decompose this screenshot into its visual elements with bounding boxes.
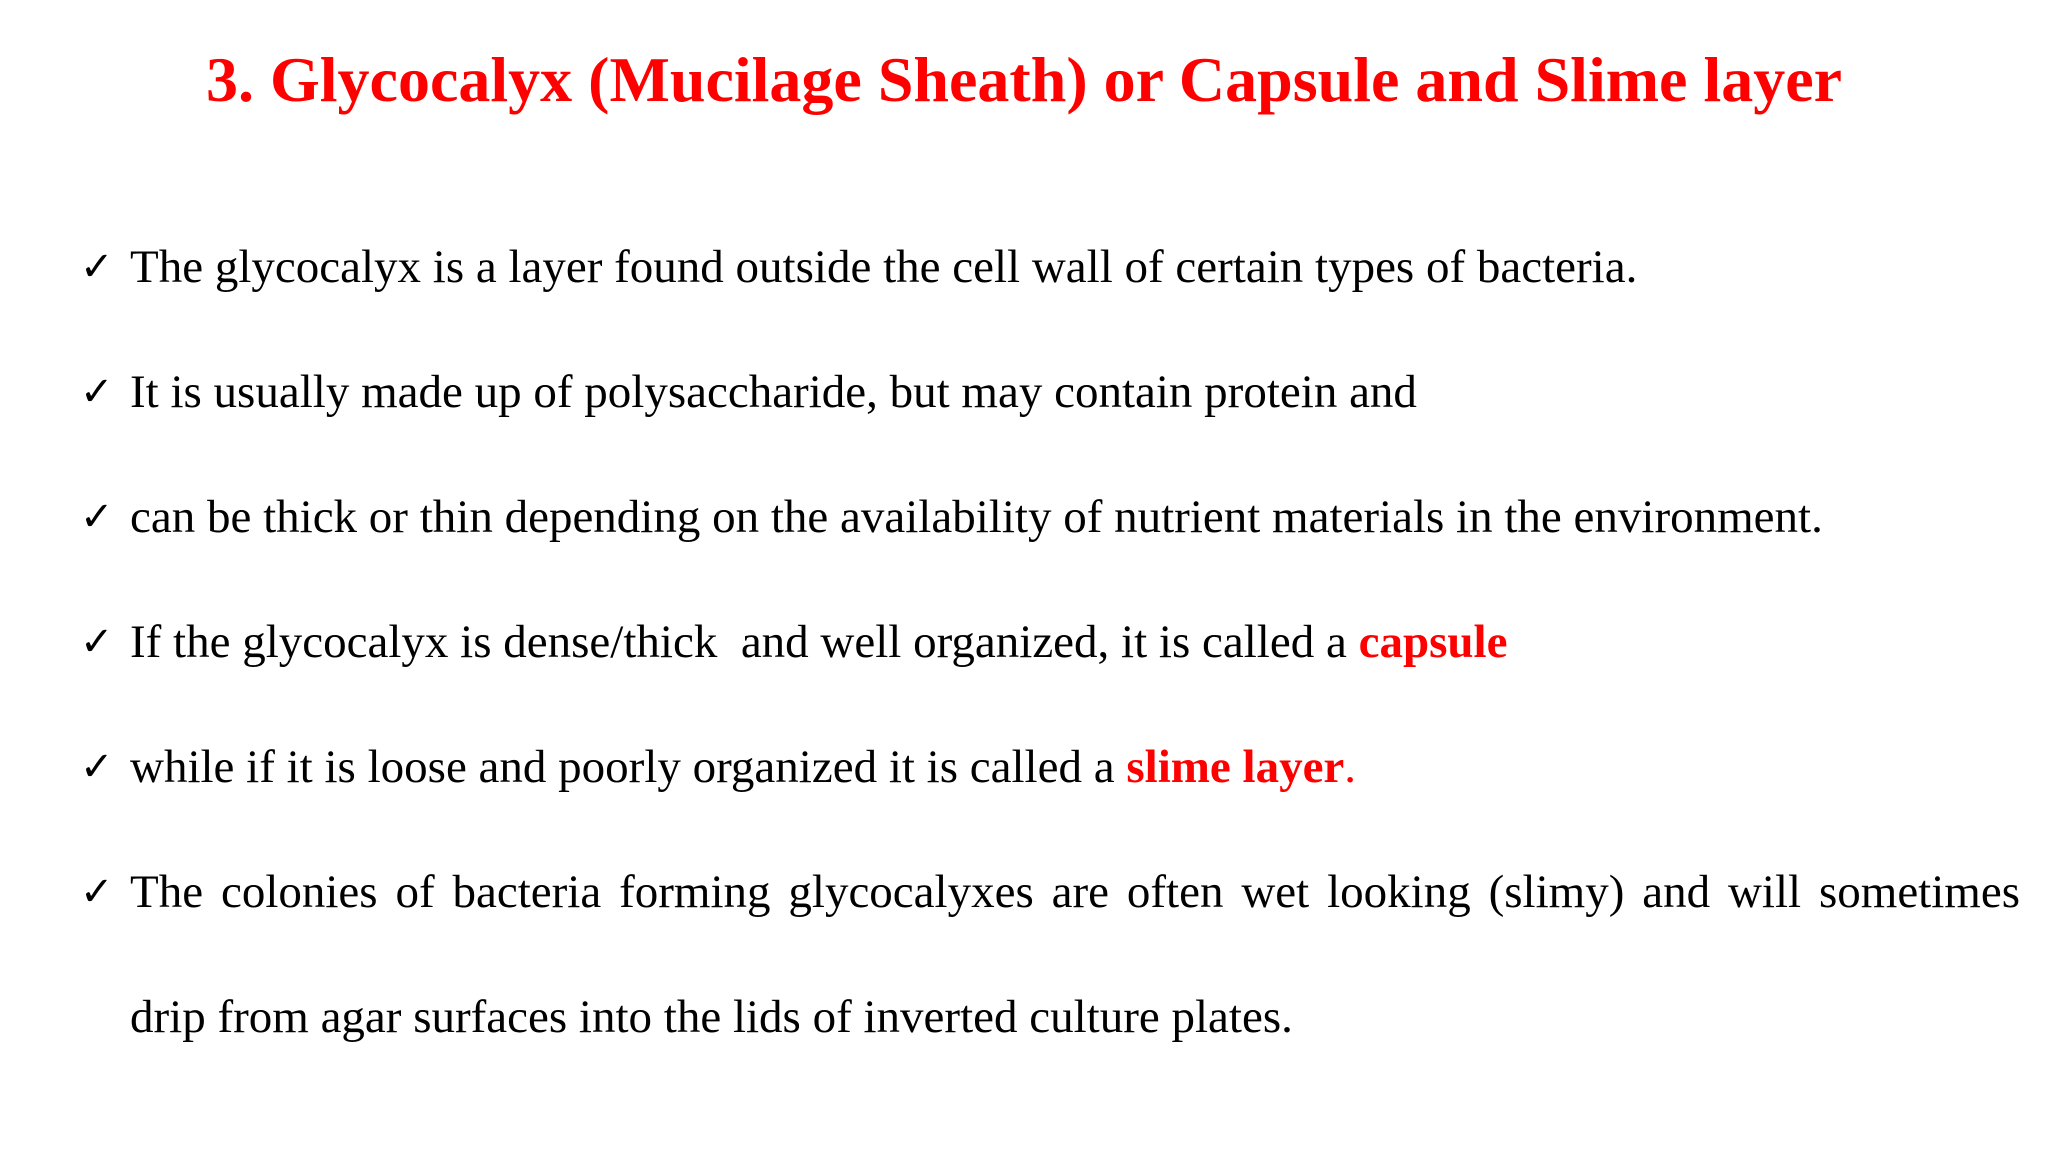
slide-title: 3. Glycocalyx (Mucilage Sheath) or Capsule and Slime layer	[205, 44, 1843, 115]
bullet-item	[80, 580, 2020, 705]
bullet-item	[80, 455, 2020, 580]
bullet-item	[80, 205, 2020, 330]
checkmark-icon: ✓	[80, 244, 114, 290]
checkmark-icon: ✓	[80, 619, 114, 665]
checkmark-icon: ✓	[80, 494, 114, 540]
bullet-item	[80, 830, 2020, 1080]
highlight-capsule: capsule	[1358, 616, 1508, 668]
bullet-text: If the glycocalyx is dense/thick and well organized, it is called a	[130, 616, 1359, 668]
checkmark-icon: ✓	[80, 369, 114, 415]
bullet-item	[80, 330, 2020, 455]
bullet-text: The colonies of bacteria forming glycocalyxes are often wet looking (slimy) and will sometimes drip from agar surfaces into the lids of inverted culture plates.	[130, 866, 2020, 1043]
checkmark-icon: ✓	[80, 744, 114, 790]
bullet-text: It is usually made up of polysaccharide, but may contain protein and	[130, 366, 1417, 418]
highlight-period: .	[1344, 741, 1357, 793]
bullet-list	[80, 205, 2020, 1080]
bullet-text: The glycocalyx is a layer found outside the cell wall of certain types of bacteria.	[130, 241, 1638, 293]
highlight-slime-layer: slime layer	[1126, 741, 1345, 793]
bullet-text: while if it is loose and poorly organized it is called a	[130, 741, 1127, 793]
checkmark-icon: ✓	[80, 869, 114, 915]
bullet-text: can be thick or thin depending on the availability of nutrient materials in the environment.	[130, 491, 1823, 543]
bullet-item	[80, 705, 2020, 830]
